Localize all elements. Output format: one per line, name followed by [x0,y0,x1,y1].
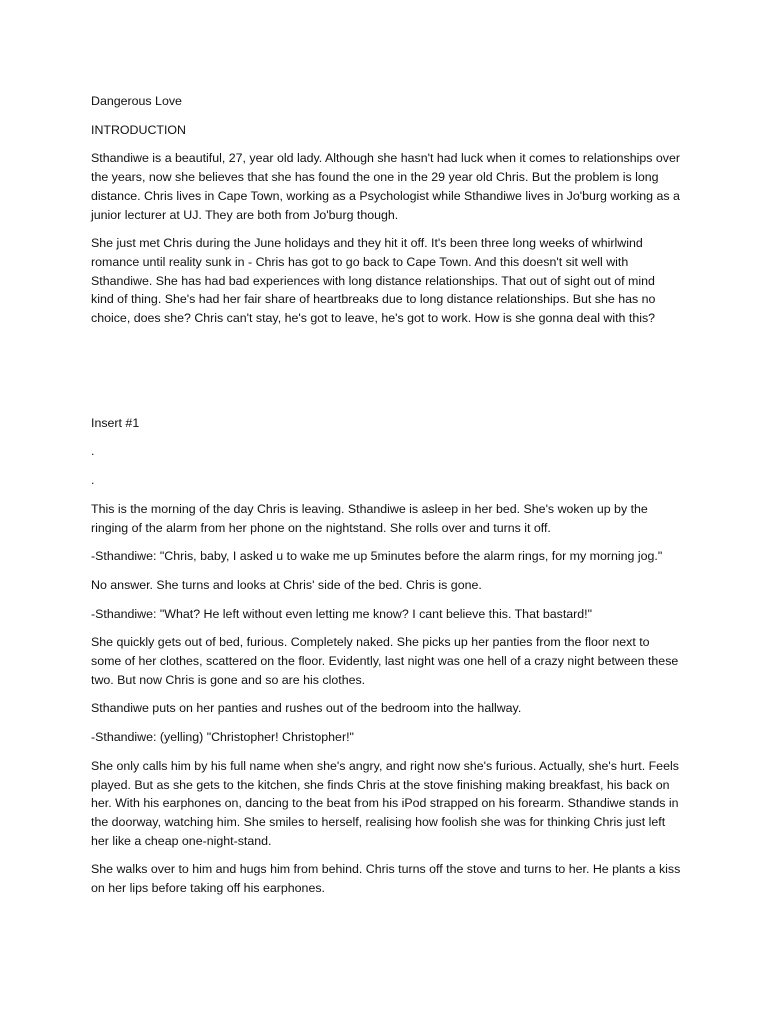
story-paragraph: -Sthandiwe: "What? He left without even letting me know? I cant believe this. That bastard!" [91,606,593,621]
story-paragraph: She walks over to him and hugs him from behind. Chris turns off the stove and turns to her. He plants a kiss on her lips before taking off his earphones. [91,862,681,896]
intro-heading: INTRODUCTION [91,122,186,137]
document-title: Dangerous Love [91,94,182,108]
story-paragraph: Sthandiwe puts on her panties and rushes out of the bedroom into the hallway. [91,701,522,716]
story-paragraph: -Sthandiwe: "Chris, baby, I asked u to wake me up 5minutes before the alarm rings, for my morning jog." [91,549,663,564]
story-paragraph: She only calls him by his full name when she's angry, and right now she's furious. Actually, she's hurt. Feels played. But as she gets to the kitchen, she finds Chris at the stove finishing making breakfast, his back on her. With his earphones on, dancing to the beat from his iPod strapped on his forearm. Sthandiwe stands in the doorway, watching him. She smiles to herself, realising how foolish she was for thinking Chris just left her like a cheap one-night-stand. [91,758,679,848]
separator-dot: . [91,473,95,488]
intro-paragraph: Sthandiwe is a beautiful, 27, year old lady. Although she hasn't had luck when it comes to relationships over the years, now she believes that she has found the one in the 29 year old Chris. But the problem is long distance. Chris lives in Cape Town, working as a Psychologist while Sthandiwe lives in Jo'burg working as a junior lecturer at UJ. They are both from Jo'burg though. [91,151,680,222]
intro-paragraph: She just met Chris during the June holidays and they hit it off. It's been three long weeks of whirlwind romance until reality sunk in - Chris has got to go back to Cape Town. And this doesn't sit well with Sthandiwe. She has had bad experiences with long distance relationships. That out of sight out of mind kind of thing. She's had her fair share of heartbreaks due to long distance relationships. But she has no choice, does she? Chris can't stay, he's got to leave, he's got to work. How is she gonna deal with this? [91,236,656,326]
separator-dot: . [91,444,95,459]
document-page [91,92,681,908]
blank-space [91,338,681,414]
story-paragraph: She quickly gets out of bed, furious. Completely naked. She picks up her panties from the floor next to some of her clothes, scattered on the floor. Evidently, last night was one hell of a crazy night between these two. But now Chris is gone and so are his clothes. [91,635,679,687]
story-paragraph: This is the morning of the day Chris is leaving. Sthandiwe is asleep in her bed. She's woken up by the ringing of the alarm from her phone on the nightstand. She rolls over and turns it off. [91,501,648,535]
story-paragraph: No answer. She turns and looks at Chris' side of the bed. Chris is gone. [91,577,482,592]
story-paragraph: -Sthandiwe: (yelling) "Christopher! Christopher!" [91,730,354,745]
insert-heading: Insert #1 [91,415,140,430]
